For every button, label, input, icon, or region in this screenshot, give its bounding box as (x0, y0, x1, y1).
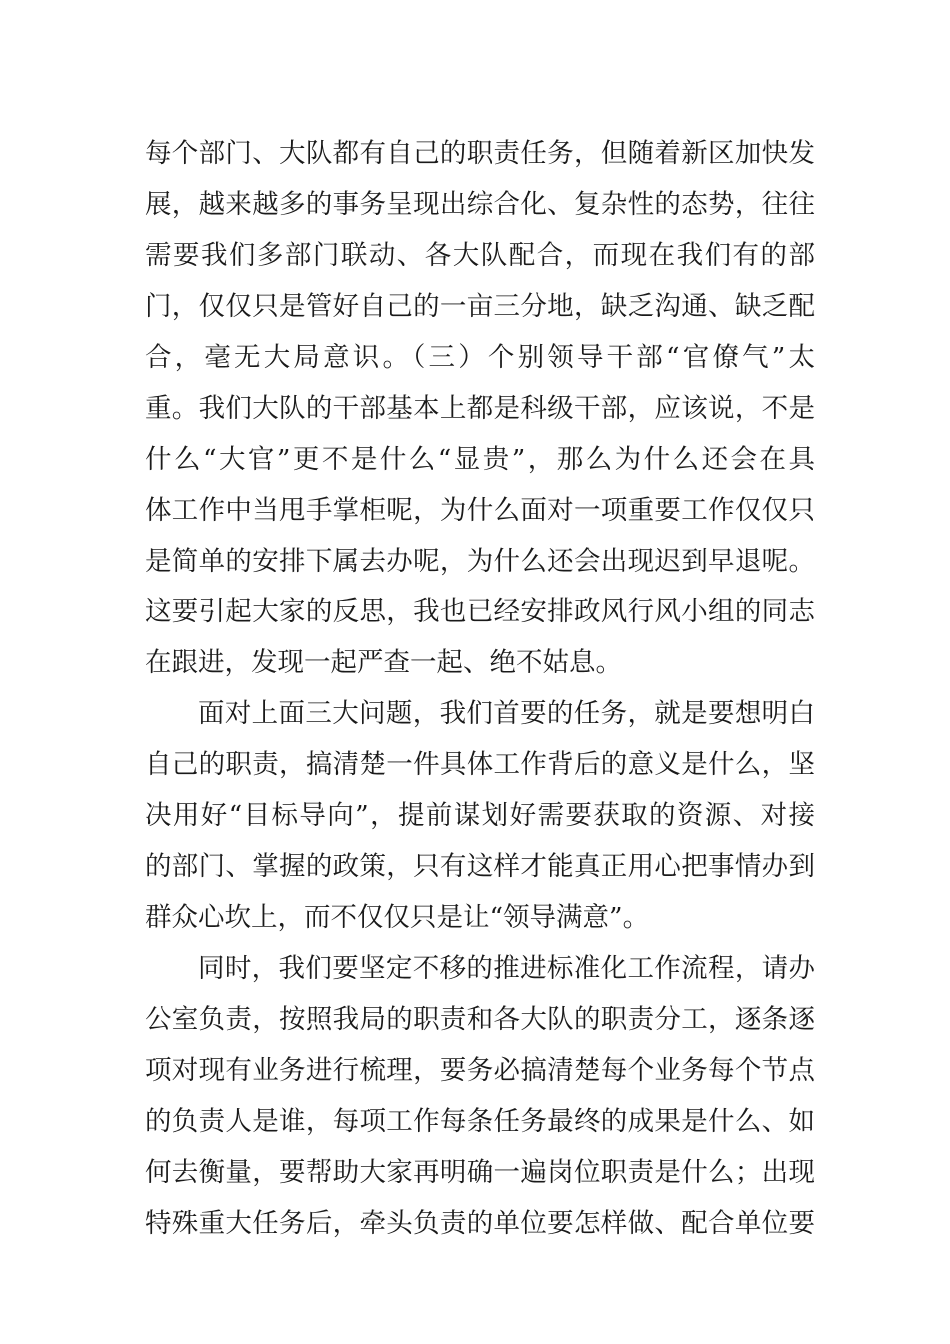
text-line: 门，仅仅只是管好自己的一亩三分地，缺乏沟通、缺乏配 (145, 291, 815, 322)
text-line: 这要引起大家的反思，我也已经安排政风行风小组的同志 (145, 596, 815, 627)
text-line: 重。我们大队的干部基本上都是科级干部，应该说，不是 (145, 393, 815, 424)
text-line: 特殊重大任务后，牵头负责的单位要怎样做、配合单位要 (145, 1208, 815, 1239)
paragraph-first-line: 面对上面三大问题，我们首要的任务，就是要想明白 (198, 698, 815, 729)
text-line: 何去衡量，要帮助大家再明确一遍岗位职责是什么；出现 (145, 1157, 815, 1188)
text-line: 每个部门、大队都有自己的职责任务，但随着新区加快发 (145, 138, 815, 169)
text-line: 的部门、掌握的政策，只有这样才能真正用心把事情办到 (145, 851, 815, 882)
text-line: 什么“大官”更不是什么“显贵”，那么为什么还会在具 (145, 444, 815, 475)
paragraph-first-line: 同时，我们要坚定不移的推进标准化工作流程，请办 (198, 953, 815, 984)
text-line: 决用好“目标导向”，提前谋划好需要获取的资源、对接 (145, 800, 815, 831)
text-line: 公室负责，按照我局的职责和各大队的职责分工，逐条逐 (145, 1004, 815, 1035)
text-line: 需要我们多部门联动、各大队配合，而现在我们有的部 (145, 240, 815, 271)
text-line: 的负责人是谁，每项工作每条任务最终的成果是什么、如 (145, 1106, 815, 1137)
text-line: 自己的职责，搞清楚一件具体工作背后的意义是什么，坚 (145, 749, 815, 780)
text-line: 合，毫无大局意识。（三）个别领导干部“官僚气”太 (145, 342, 815, 373)
text-line: 在跟进，发现一起严查一起、绝不姑息。 (145, 647, 622, 678)
text-line: 体工作中当甩手掌柜呢，为什么面对一项重要工作仅仅只 (145, 495, 815, 526)
text-line: 群众心坎上，而不仅仅只是让“领导满意”。 (145, 902, 650, 933)
text-line: 是简单的安排下属去办呢，为什么还会出现迟到早退呢。 (145, 546, 815, 577)
text-line: 项对现有业务进行梳理，要务必搞清楚每个业务每个节点 (145, 1055, 815, 1086)
text-line: 展，越来越多的事务呈现出综合化、复杂性的态势，往往 (145, 189, 815, 220)
